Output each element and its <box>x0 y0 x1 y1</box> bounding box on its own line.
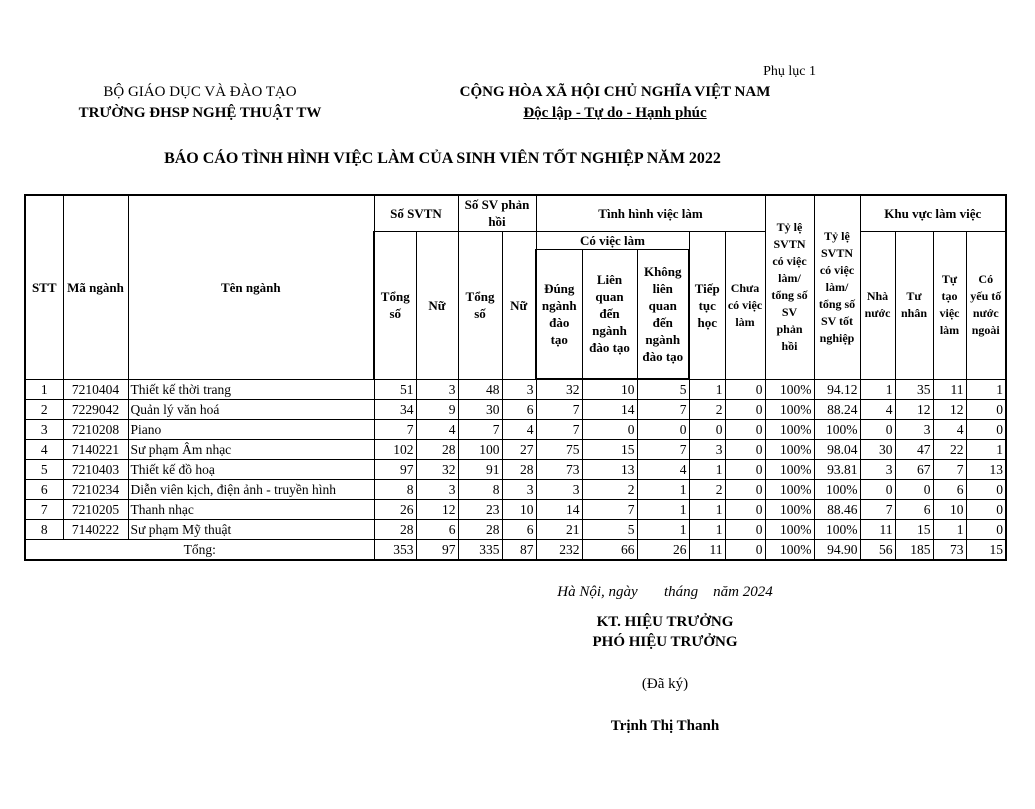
table-cell: 6 <box>502 400 536 420</box>
table-cell: 7 <box>637 400 689 420</box>
table-cell: 8 <box>25 520 63 540</box>
table-cell: 7210403 <box>63 460 128 480</box>
table-cell: 32 <box>536 379 582 400</box>
table-row <box>25 379 1006 400</box>
table-row <box>25 420 1006 440</box>
table-cell: 3 <box>536 480 582 500</box>
total-cell: 0 <box>725 540 765 561</box>
table-cell: 4 <box>502 420 536 440</box>
table-cell: 1 <box>25 379 63 400</box>
table-cell: 7140222 <box>63 520 128 540</box>
total-cell: 66 <box>582 540 637 561</box>
header-responses-total: Tổng số <box>458 231 502 379</box>
table-cell: 67 <box>895 460 933 480</box>
table-cell: 2 <box>689 480 725 500</box>
table-cell: 34 <box>374 400 416 420</box>
signature-status: (Đã ký) <box>641 676 689 692</box>
table-row <box>25 480 1006 500</box>
table-cell: 0 <box>860 420 895 440</box>
table-cell: 3 <box>860 460 895 480</box>
table-cell: 3 <box>895 420 933 440</box>
table-cell: 10 <box>933 500 966 520</box>
table-cell: 100 <box>458 440 502 460</box>
table-cell: 0 <box>725 520 765 540</box>
header-unrelated: Không liên quan đến ngành đào tạo <box>637 249 689 379</box>
table-cell: 7210208 <box>63 420 128 440</box>
table-cell: 4 <box>25 440 63 460</box>
table-cell: 28 <box>416 440 458 460</box>
table-row <box>25 400 1006 420</box>
header-employed: Có việc làm <box>536 231 689 249</box>
table-cell: 0 <box>725 460 765 480</box>
table-row <box>25 440 1006 460</box>
table-cell: 6 <box>25 480 63 500</box>
table-cell: 0 <box>582 420 637 440</box>
table-cell: 3 <box>25 420 63 440</box>
total-cell: 335 <box>458 540 502 561</box>
table-cell: 100% <box>765 400 814 420</box>
table-cell: 7 <box>374 420 416 440</box>
total-cell: 26 <box>637 540 689 561</box>
table-cell: 7 <box>582 500 637 520</box>
table-cell: Quản lý văn hoá <box>128 400 374 420</box>
table-cell: 100% <box>814 520 860 540</box>
table-cell: 3 <box>502 480 536 500</box>
table-cell: 0 <box>725 420 765 440</box>
table-cell: 94.12 <box>814 379 860 400</box>
table-row <box>25 460 1006 480</box>
total-cell: 94.90 <box>814 540 860 561</box>
total-cell: 11 <box>689 540 725 561</box>
table-cell: 32 <box>416 460 458 480</box>
table-cell: 6 <box>895 500 933 520</box>
table-cell: 7140221 <box>63 440 128 460</box>
header-employment: Tình hình việc làm <box>536 195 765 231</box>
table-cell: 0 <box>966 420 1006 440</box>
table-cell: 3 <box>416 379 458 400</box>
table-cell: Thanh nhạc <box>128 500 374 520</box>
header-graduates-total: Tổng số <box>374 231 416 379</box>
table-cell: 48 <box>458 379 502 400</box>
header-graduates-female: Nữ <box>416 231 458 379</box>
table-cell: 12 <box>895 400 933 420</box>
header-responses: Số SV phản hồi <box>458 195 536 231</box>
table-cell: 5 <box>25 460 63 480</box>
table-cell: 0 <box>689 420 725 440</box>
total-cell: 232 <box>536 540 582 561</box>
table-cell: 1 <box>689 460 725 480</box>
table-cell: 93.81 <box>814 460 860 480</box>
table-cell: 7210234 <box>63 480 128 500</box>
table-cell: 88.24 <box>814 400 860 420</box>
table-cell: 10 <box>502 500 536 520</box>
table-cell: 7 <box>637 440 689 460</box>
table-cell: 15 <box>895 520 933 540</box>
table-cell: 14 <box>536 500 582 520</box>
table-cell: 6 <box>933 480 966 500</box>
total-cell: 73 <box>933 540 966 561</box>
table-row <box>25 520 1006 540</box>
table-cell: 2 <box>25 400 63 420</box>
table-cell: 7 <box>25 500 63 520</box>
table-cell: 0 <box>895 480 933 500</box>
header-state: Nhà nước <box>860 231 895 379</box>
table-cell: 0 <box>725 440 765 460</box>
ministry-name: BỘ GIÁO DỤC VÀ ĐÀO TẠO <box>103 84 297 100</box>
table-cell: 7210205 <box>63 500 128 520</box>
table-cell: 1 <box>637 520 689 540</box>
table-cell: 73 <box>536 460 582 480</box>
table-cell: 28 <box>502 460 536 480</box>
table-cell: 0 <box>725 400 765 420</box>
total-cell: 185 <box>895 540 933 561</box>
table-cell: 0 <box>725 480 765 500</box>
table-cell: 100% <box>814 420 860 440</box>
table-cell: 35 <box>895 379 933 400</box>
school-name: TRƯỜNG ĐHSP NGHỆ THUẬT TW <box>78 105 322 121</box>
header-graduates: Số SVTN <box>374 195 458 231</box>
table-cell: Sư phạm Mỹ thuật <box>128 520 374 540</box>
signer-name: Trịnh Thị Thanh <box>610 718 720 734</box>
table-cell: 47 <box>895 440 933 460</box>
table-cell: 100% <box>765 379 814 400</box>
header-stt: STT <box>25 195 63 379</box>
issuer-header <box>40 82 360 124</box>
table-cell: 1 <box>933 520 966 540</box>
table-cell: 100% <box>765 420 814 440</box>
header-name: Tên ngành <box>128 195 374 379</box>
table-cell: 75 <box>536 440 582 460</box>
table-cell: 3 <box>416 480 458 500</box>
table-cell: 102 <box>374 440 416 460</box>
table-cell: 0 <box>725 379 765 400</box>
header-related: Liên quan đến ngành đào tạo <box>582 249 637 379</box>
table-cell: 4 <box>933 420 966 440</box>
table-cell: 11 <box>933 379 966 400</box>
table-cell: 1 <box>689 379 725 400</box>
total-cell: 100% <box>765 540 814 561</box>
table-cell: 12 <box>933 400 966 420</box>
table-cell: Diễn viên kịch, điện ảnh - truyền hình <box>128 480 374 500</box>
table-cell: 27 <box>502 440 536 460</box>
table-cell: 0 <box>860 480 895 500</box>
signature-role <box>540 612 790 652</box>
signature-date: Hà Nội, ngày tháng năm 2024 <box>557 584 773 600</box>
table-cell: 8 <box>374 480 416 500</box>
total-cell: 56 <box>860 540 895 561</box>
header-right-field: Đúng ngành đào tạo <box>536 249 582 379</box>
table-cell: 2 <box>689 400 725 420</box>
table-cell: 91 <box>458 460 502 480</box>
header-rate-responded: Tỷ lệ SVTN có việc làm/ tổng số SV phản hồi <box>765 195 814 379</box>
table-cell: 6 <box>416 520 458 540</box>
table-cell: 0 <box>637 420 689 440</box>
employment-table <box>24 194 1007 561</box>
total-cell: 15 <box>966 540 1006 561</box>
table-cell: 1 <box>689 500 725 520</box>
table-cell: 30 <box>458 400 502 420</box>
header-foreign: Có yếu tố nước ngoài <box>966 231 1006 379</box>
table-cell: 100% <box>765 500 814 520</box>
signature-role-line2: PHÓ HIỆU TRƯỞNG <box>592 634 738 650</box>
table-cell: 100% <box>765 480 814 500</box>
table-cell: 9 <box>416 400 458 420</box>
table-cell: 3 <box>502 379 536 400</box>
table-cell: 1 <box>966 440 1006 460</box>
table-cell: 28 <box>374 520 416 540</box>
table-cell: 7210404 <box>63 379 128 400</box>
table-cell: 15 <box>582 440 637 460</box>
national-header <box>430 82 800 124</box>
total-row <box>25 540 1006 561</box>
table-cell: 6 <box>502 520 536 540</box>
table-cell: Sư phạm Âm nhạc <box>128 440 374 460</box>
total-cell: 353 <box>374 540 416 561</box>
table-cell: 7 <box>458 420 502 440</box>
total-label: Tổng: <box>25 540 374 561</box>
table-cell: 8 <box>458 480 502 500</box>
table-cell: 100% <box>765 440 814 460</box>
header-responses-female: Nữ <box>502 231 536 379</box>
republic-title: CỘNG HÒA XÃ HỘI CHỦ NGHĨA VIỆT NAM <box>459 84 771 100</box>
table-cell: Thiết kế đồ hoạ <box>128 460 374 480</box>
table-cell: 7 <box>536 400 582 420</box>
table-cell: 23 <box>458 500 502 520</box>
table-cell: 100% <box>765 520 814 540</box>
table-cell: 2 <box>582 480 637 500</box>
table-cell: 13 <box>966 460 1006 480</box>
header-code: Mã ngành <box>63 195 128 379</box>
national-motto: Độc lập - Tự do - Hạnh phúc <box>523 105 707 121</box>
table-cell: 98.04 <box>814 440 860 460</box>
table-cell: 97 <box>374 460 416 480</box>
table-cell: 0 <box>966 480 1006 500</box>
table-cell: 28 <box>458 520 502 540</box>
table-cell: 7 <box>536 420 582 440</box>
table-cell: 0 <box>966 520 1006 540</box>
header-sector: Khu vực làm việc <box>860 195 1006 231</box>
total-cell: 87 <box>502 540 536 561</box>
signature-role-line1: KT. HIỆU TRƯỞNG <box>596 614 734 630</box>
table-cell: 51 <box>374 379 416 400</box>
header-study: Tiếp tục học <box>689 231 725 379</box>
table-cell: 88.46 <box>814 500 860 520</box>
table-cell: 26 <box>374 500 416 520</box>
table-cell: 1 <box>689 520 725 540</box>
table-cell: 4 <box>637 460 689 480</box>
table-cell: 4 <box>416 420 458 440</box>
table-header <box>25 195 1006 379</box>
table-cell: 1 <box>966 379 1006 400</box>
table-cell: 7229042 <box>63 400 128 420</box>
table-cell: Thiết kế thời trang <box>128 379 374 400</box>
table-cell: 22 <box>933 440 966 460</box>
table-cell: 7 <box>860 500 895 520</box>
total-cell: 97 <box>416 540 458 561</box>
table-cell: 1 <box>637 480 689 500</box>
table-cell: 10 <box>582 379 637 400</box>
table-cell: 0 <box>725 500 765 520</box>
table-row <box>25 500 1006 520</box>
table-cell: 4 <box>860 400 895 420</box>
table-cell: 14 <box>582 400 637 420</box>
table-body <box>25 379 1006 560</box>
header-rate-total: Tỷ lệ SVTN có việc làm/ tổng số SV tốt nghiệp <box>814 195 860 379</box>
table-cell: 5 <box>637 379 689 400</box>
table-cell: 5 <box>582 520 637 540</box>
table-cell: 1 <box>637 500 689 520</box>
table-cell: 100% <box>765 460 814 480</box>
appendix-label: Phụ lục 1 <box>763 64 816 79</box>
header-private: Tư nhân <box>895 231 933 379</box>
table-cell: 0 <box>966 500 1006 520</box>
table-cell: 1 <box>860 379 895 400</box>
table-cell: 12 <box>416 500 458 520</box>
table-cell: 30 <box>860 440 895 460</box>
table-cell: 100% <box>814 480 860 500</box>
table-cell: 7 <box>933 460 966 480</box>
table-cell: 11 <box>860 520 895 540</box>
table-cell: 13 <box>582 460 637 480</box>
table-cell: Piano <box>128 420 374 440</box>
report-title: BÁO CÁO TÌNH HÌNH VIỆC LÀM CỦA SINH VIÊN TỐT NGHIỆP NĂM 2022 <box>164 150 721 167</box>
table-cell: 21 <box>536 520 582 540</box>
table-cell: 3 <box>689 440 725 460</box>
header-unemployed: Chưa có việc làm <box>725 231 765 379</box>
header-self: Tự tạo việc làm <box>933 231 966 379</box>
table-cell: 0 <box>966 400 1006 420</box>
